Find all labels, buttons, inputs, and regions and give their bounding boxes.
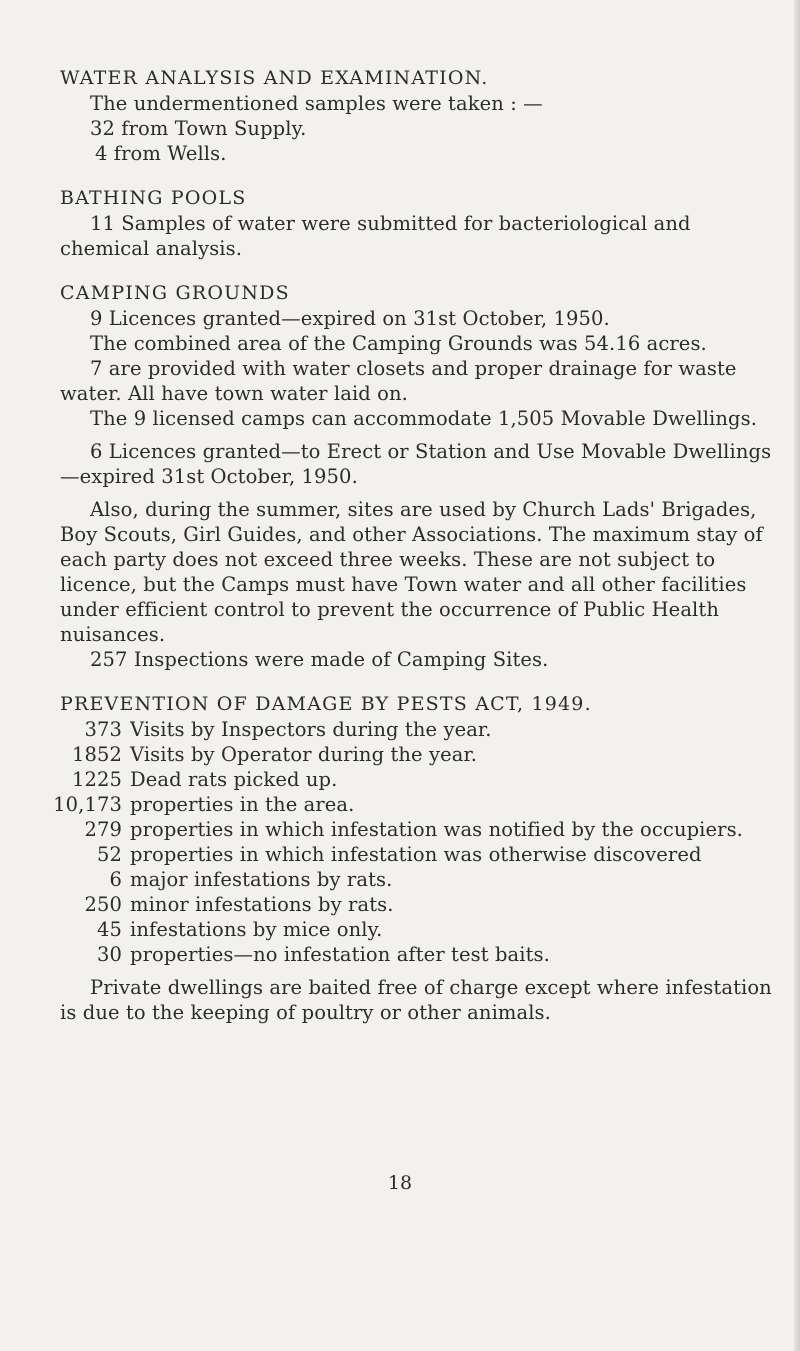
item-text: properties in which infestation was otherwise discovered [130, 843, 702, 866]
bathing-text: 11 Samples of water were submitted for bacteriological and chemical analysis. [60, 212, 691, 260]
list-item [52, 867, 780, 892]
water-line-town: 32 from Town Supply. [90, 117, 307, 140]
list-item [52, 942, 780, 967]
item-number: 250 [84, 893, 122, 916]
water-heading: WATER ANALYSIS AND EXAMINATION. [60, 67, 489, 89]
item-text: properties in the area. [130, 793, 355, 816]
page-content [53, 66, 780, 1025]
camping-para: 7 are provided with water closets and proper drainage for waste water. All have town water laid on. [60, 357, 737, 405]
item-number: 1852 [71, 743, 122, 766]
item-number: 45 [96, 918, 122, 941]
camping-section [60, 281, 780, 672]
pests-heading: PREVENTION OF DAMAGE BY PESTS ACT, 1949. [60, 693, 592, 715]
list-item [52, 917, 780, 942]
item-text: Visits by Operator during the year. [130, 743, 478, 766]
camping-heading: CAMPING GROUNDS [60, 282, 290, 304]
item-number: 279 [84, 818, 122, 841]
item-text: properties in which infestation was notified by the occupiers. [130, 818, 743, 841]
camping-para: The 9 licensed camps can accommodate 1,505 Movable Dwellings. [90, 407, 758, 430]
camping-para: 9 Licences granted—expired on 31st October, 1950. [90, 307, 610, 330]
item-text: minor infestations by rats. [130, 893, 394, 916]
item-number: 373 [84, 718, 122, 741]
list-item [52, 842, 780, 867]
item-number: 6 [109, 868, 122, 891]
item-number: 52 [96, 843, 122, 866]
list-item [52, 717, 780, 742]
list-item [52, 892, 780, 917]
pests-section [53, 692, 780, 1025]
camping-para: 6 Licences granted—to Erect or Station and Use Movable Dwellings—expired 31st October, 1950. [60, 440, 772, 488]
bathing-section [60, 186, 780, 261]
water-line-wells: 4 from Wells. [95, 142, 227, 165]
list-item [52, 742, 780, 767]
pests-closing: Private dwellings are baited free of charge except where infestation is due to the keeping of poultry or other animals. [60, 976, 772, 1024]
camping-para: 257 Inspections were made of Camping Sites. [90, 648, 549, 671]
page-edge-shadow [794, 0, 800, 1351]
item-number: 10,173 [53, 793, 122, 816]
list-item [52, 767, 780, 792]
item-number: 30 [96, 943, 122, 966]
page-number: 18 [387, 1172, 413, 1194]
camping-para: The combined area of the Camping Grounds was 54.16 acres. [90, 332, 707, 355]
camping-para: Also, during the summer, sites are used by Church Lads' Brigades, Boy Scouts, Girl Guides, and other Associations. The maximum stay of each party does not exceed three weeks. These are not subject to licence, but the Camps must have Town water and all other facilities under efficient control to prevent the occurrence of Public Health nuisances. [60, 498, 763, 646]
list-item [52, 792, 780, 817]
item-text: infestations by mice only. [130, 918, 383, 941]
item-text: Dead rats picked up. [130, 768, 338, 791]
water-intro: The undermentioned samples were taken : — [90, 92, 543, 115]
bathing-heading: BATHING POOLS [60, 187, 247, 209]
list-item [52, 817, 780, 842]
item-number: 1225 [71, 768, 122, 791]
item-text: major infestations by rats. [130, 868, 393, 891]
item-text: properties—no infestation after test baits. [130, 943, 550, 966]
item-text: Visits by Inspectors during the year. [130, 718, 492, 741]
